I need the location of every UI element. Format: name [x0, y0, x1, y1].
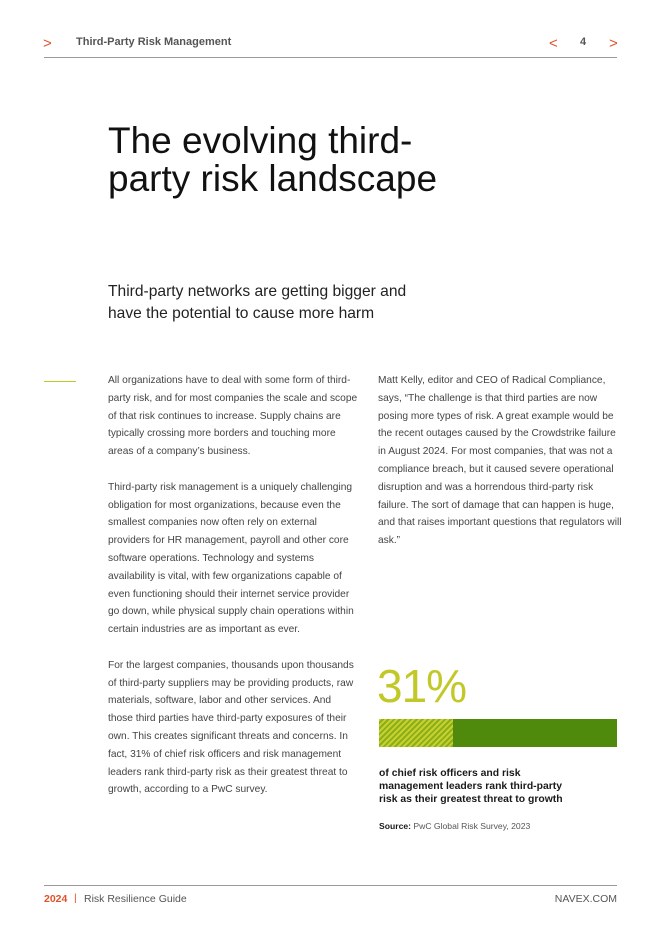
- next-page-icon[interactable]: >: [609, 35, 618, 52]
- stat-description: of chief risk officers and risk management leaders rank third-party risk as their greatest threat to growth: [379, 768, 563, 806]
- paragraph: Third-party risk management is a uniquely challenging obligation for most organizations, because even the smallest companies now often rely on external providers for HR management, payroll and other core software operations. Technology and systems availability is vital, with few organizations capable of even functioning should their internet service provider go down, while physical supply chain operations within certain industries are as important as ever.: [108, 481, 354, 636]
- prev-page-icon[interactable]: <: [549, 35, 558, 52]
- right-column: [378, 372, 623, 568]
- stat-value: 31%: [377, 660, 467, 712]
- page-number: 4: [579, 36, 587, 48]
- footer-site-link[interactable]: NAVEX.COM: [554, 893, 617, 905]
- paragraph: For the largest companies, thousands upon thousands of third-party suppliers may be providing products, raw materials, software, labor and other services. And those third parties have third-party exposures of their own. This creates significant threats and concerns. In fact, 31% of chief risk officers and risk management leaders rank third-party risk as their greatest threat to growth, according to a PwC survey.: [108, 659, 354, 796]
- stat-progress-fill: [379, 719, 453, 747]
- footer-separator: |: [74, 892, 77, 904]
- quote-paragraph: Matt Kelly, editor and CEO of Radical Compliance, says, “The challenge is that third parties are now posing more types of risk. A great example would be the recent outages caused by the Crowdstrike failure in August 2024. For most companies, that was not a compliance breach, but it caused severe operational disruption and was a horrendous third-party risk failure. The sort of damage that can happen is huge, and that raises important questions that regulators will ask.”: [378, 375, 622, 547]
- stat-progress-bar: [379, 719, 617, 747]
- footer-year: 2024: [44, 893, 68, 905]
- paragraph: All organizations have to deal with some form of third-party risk, and for most companies the scale and scope of that risk continues to increase. Supply chains are typically crossing more borders and touching more areas of a company’s business.: [108, 375, 358, 458]
- left-column: [108, 372, 358, 817]
- header-divider: [44, 57, 617, 58]
- subheading: Third-party networks are getting bigger and have the potential to cause more harm: [108, 283, 407, 322]
- stat-source: [379, 821, 530, 831]
- page-title: The evolving third-party risk landscape: [108, 120, 438, 199]
- footer-guide-title: Risk Resilience Guide: [84, 893, 187, 905]
- breadcrumb-chevron-icon: >: [43, 35, 52, 52]
- footer-divider: [44, 885, 617, 886]
- accent-divider: [44, 381, 76, 382]
- section-title: Third-Party Risk Management: [76, 36, 232, 48]
- source-text: PwC Global Risk Survey, 2023: [413, 821, 531, 831]
- source-label: Source:: [379, 821, 411, 831]
